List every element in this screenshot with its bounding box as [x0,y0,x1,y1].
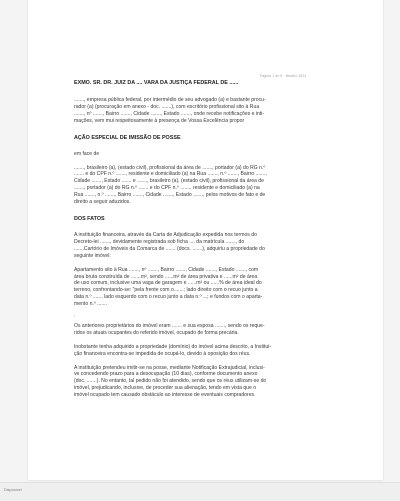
parties-line: direito a seguir aduzidos. [74,199,131,206]
document-body [74,80,353,406]
document-title: EXMO. SR. DR. JUIZ DA .... VARA DA JUSTIÇA FEDERAL DE ...... [74,80,239,86]
header-stamp: Página 1 de 5 · Modelo 2024 [260,74,307,78]
facts-line: ridos os atuais ocupantes do referido imóvel, ocupado de forma precária. [74,329,239,336]
separator-dot: . [74,312,76,319]
intro-line: mações, vem mui respeitosamente à presença de Vossa Excelência propor [74,117,245,124]
intro-line: rador (a) (procuração em anexo - doc. .......), com escritório profissional sito à Rua [74,103,260,110]
facts-paragraph-4 [74,344,353,358]
facts-line: imóvel ocupado tem causado obstáculo ao interesse de eventuais compradores. [74,392,256,399]
em-face-text: em face de [74,150,100,157]
parties-line: ......., brasileiro (a), (estado civil), profissional da área de ......., portador (a) do RG n.º [74,164,266,171]
parties-line: ......., portador (a) do RG n.º ....... e do CPF n.º ......., residente e domiciliado (a) na [74,185,260,192]
facts-line: de uso comum, inclusive uma vaga de garagem e ......m² ou ......% de área ideal do [74,280,262,287]
facts-line: Inobstante tenha adquirido a propriedade (domínio) do imóvel acima descrito, a Institui- [74,343,272,350]
intro-line: ......., nº ......., Bairro ......., Cidade ......., Estado ......., onde recebe notificações e inti- [74,110,265,117]
intro-paragraph [74,97,353,125]
facts-line: área bruta construída de .......m², sendo ......m² de área privativa e ......m² de área [74,273,258,280]
parties-line: Rua ......., n.º ......., Bairro ......., Cidade ......., Estado ......., pelos motivos de fato e de [74,192,266,199]
facts-line: terreno, confrontando-se: "pela frente com o.......; lado direito com o recuo junto a [74,287,258,294]
facts-line: data n.º ......, lado esquerdo com o recuo junto a data n.º ...; e fundos com o aparta- [74,294,263,301]
facts-line: (doc. .......). No entanto, tal pedido não foi atendido, sendo que os réus utilizam-se do [74,378,267,385]
document-page [28,0,383,480]
facts-line: ção financeira encontra-se impedida de ocupá-lo, devido à oposição dos réus. [74,350,251,357]
facts-line: Decreto-lei ......., devidamente registrada sob ficha .... da matrícula ......., do [74,238,245,245]
parties-line: Cidade ......., Estado ....... e ......., brasileiro (a), (estado civil), profissional da área de [74,178,264,185]
action-title: AÇÃO ESPECIAL DE IMISSÃO DE POSSE [74,134,181,141]
facts-title: DOS FATOS [74,215,105,222]
facts-paragraph-2 [74,267,353,308]
facts-paragraph-1 [74,232,353,260]
facts-line: seguinte imóvel: [74,252,111,259]
facts-line: imóvel, prejudicando, inclusive, de proceder sua alienação, tendo em vista que o [74,385,257,392]
intro-line: ......., empresa pública federal, por intermédio de seu advogado (a) e bastante procu- [74,97,266,103]
facts-line: A instituição financeira, através da Carta de Adjudicação expedida nos termos do [74,231,257,238]
status-bar [0,482,400,501]
facts-paragraph-5 [74,365,353,400]
facts-line: A instituição pretendeu imitir-se na posse, mediante Notificação Extrajudicial, inclusi- [74,364,265,371]
facts-line: ve concedendo prazo para a desocupação (10 dias), conforme documento anexo [74,371,258,378]
facts-line: Os anteriores proprietários do imóvel eram ....... e sua esposa ......., sendo os reque- [74,322,265,329]
facts-paragraph-3 [74,323,353,337]
parties-line: ....... e do CPF n.º ......., residente e domiciliado (a) na Rua ......., n.º ......., Bairro ......., [74,171,267,178]
status-text: Disponível [4,488,22,492]
parties-paragraph [74,165,353,206]
facts-line: Apartamento sito à Rua ......., nº ......., Bairro ......., Cidade ......., Estado ......., com [74,266,259,273]
facts-line: .......Cartório de Imóveis da Comarca de ....... (docs. .......), adquiriu a propriedade do [74,245,265,252]
facts-line: mento n.º ....... [74,301,108,308]
